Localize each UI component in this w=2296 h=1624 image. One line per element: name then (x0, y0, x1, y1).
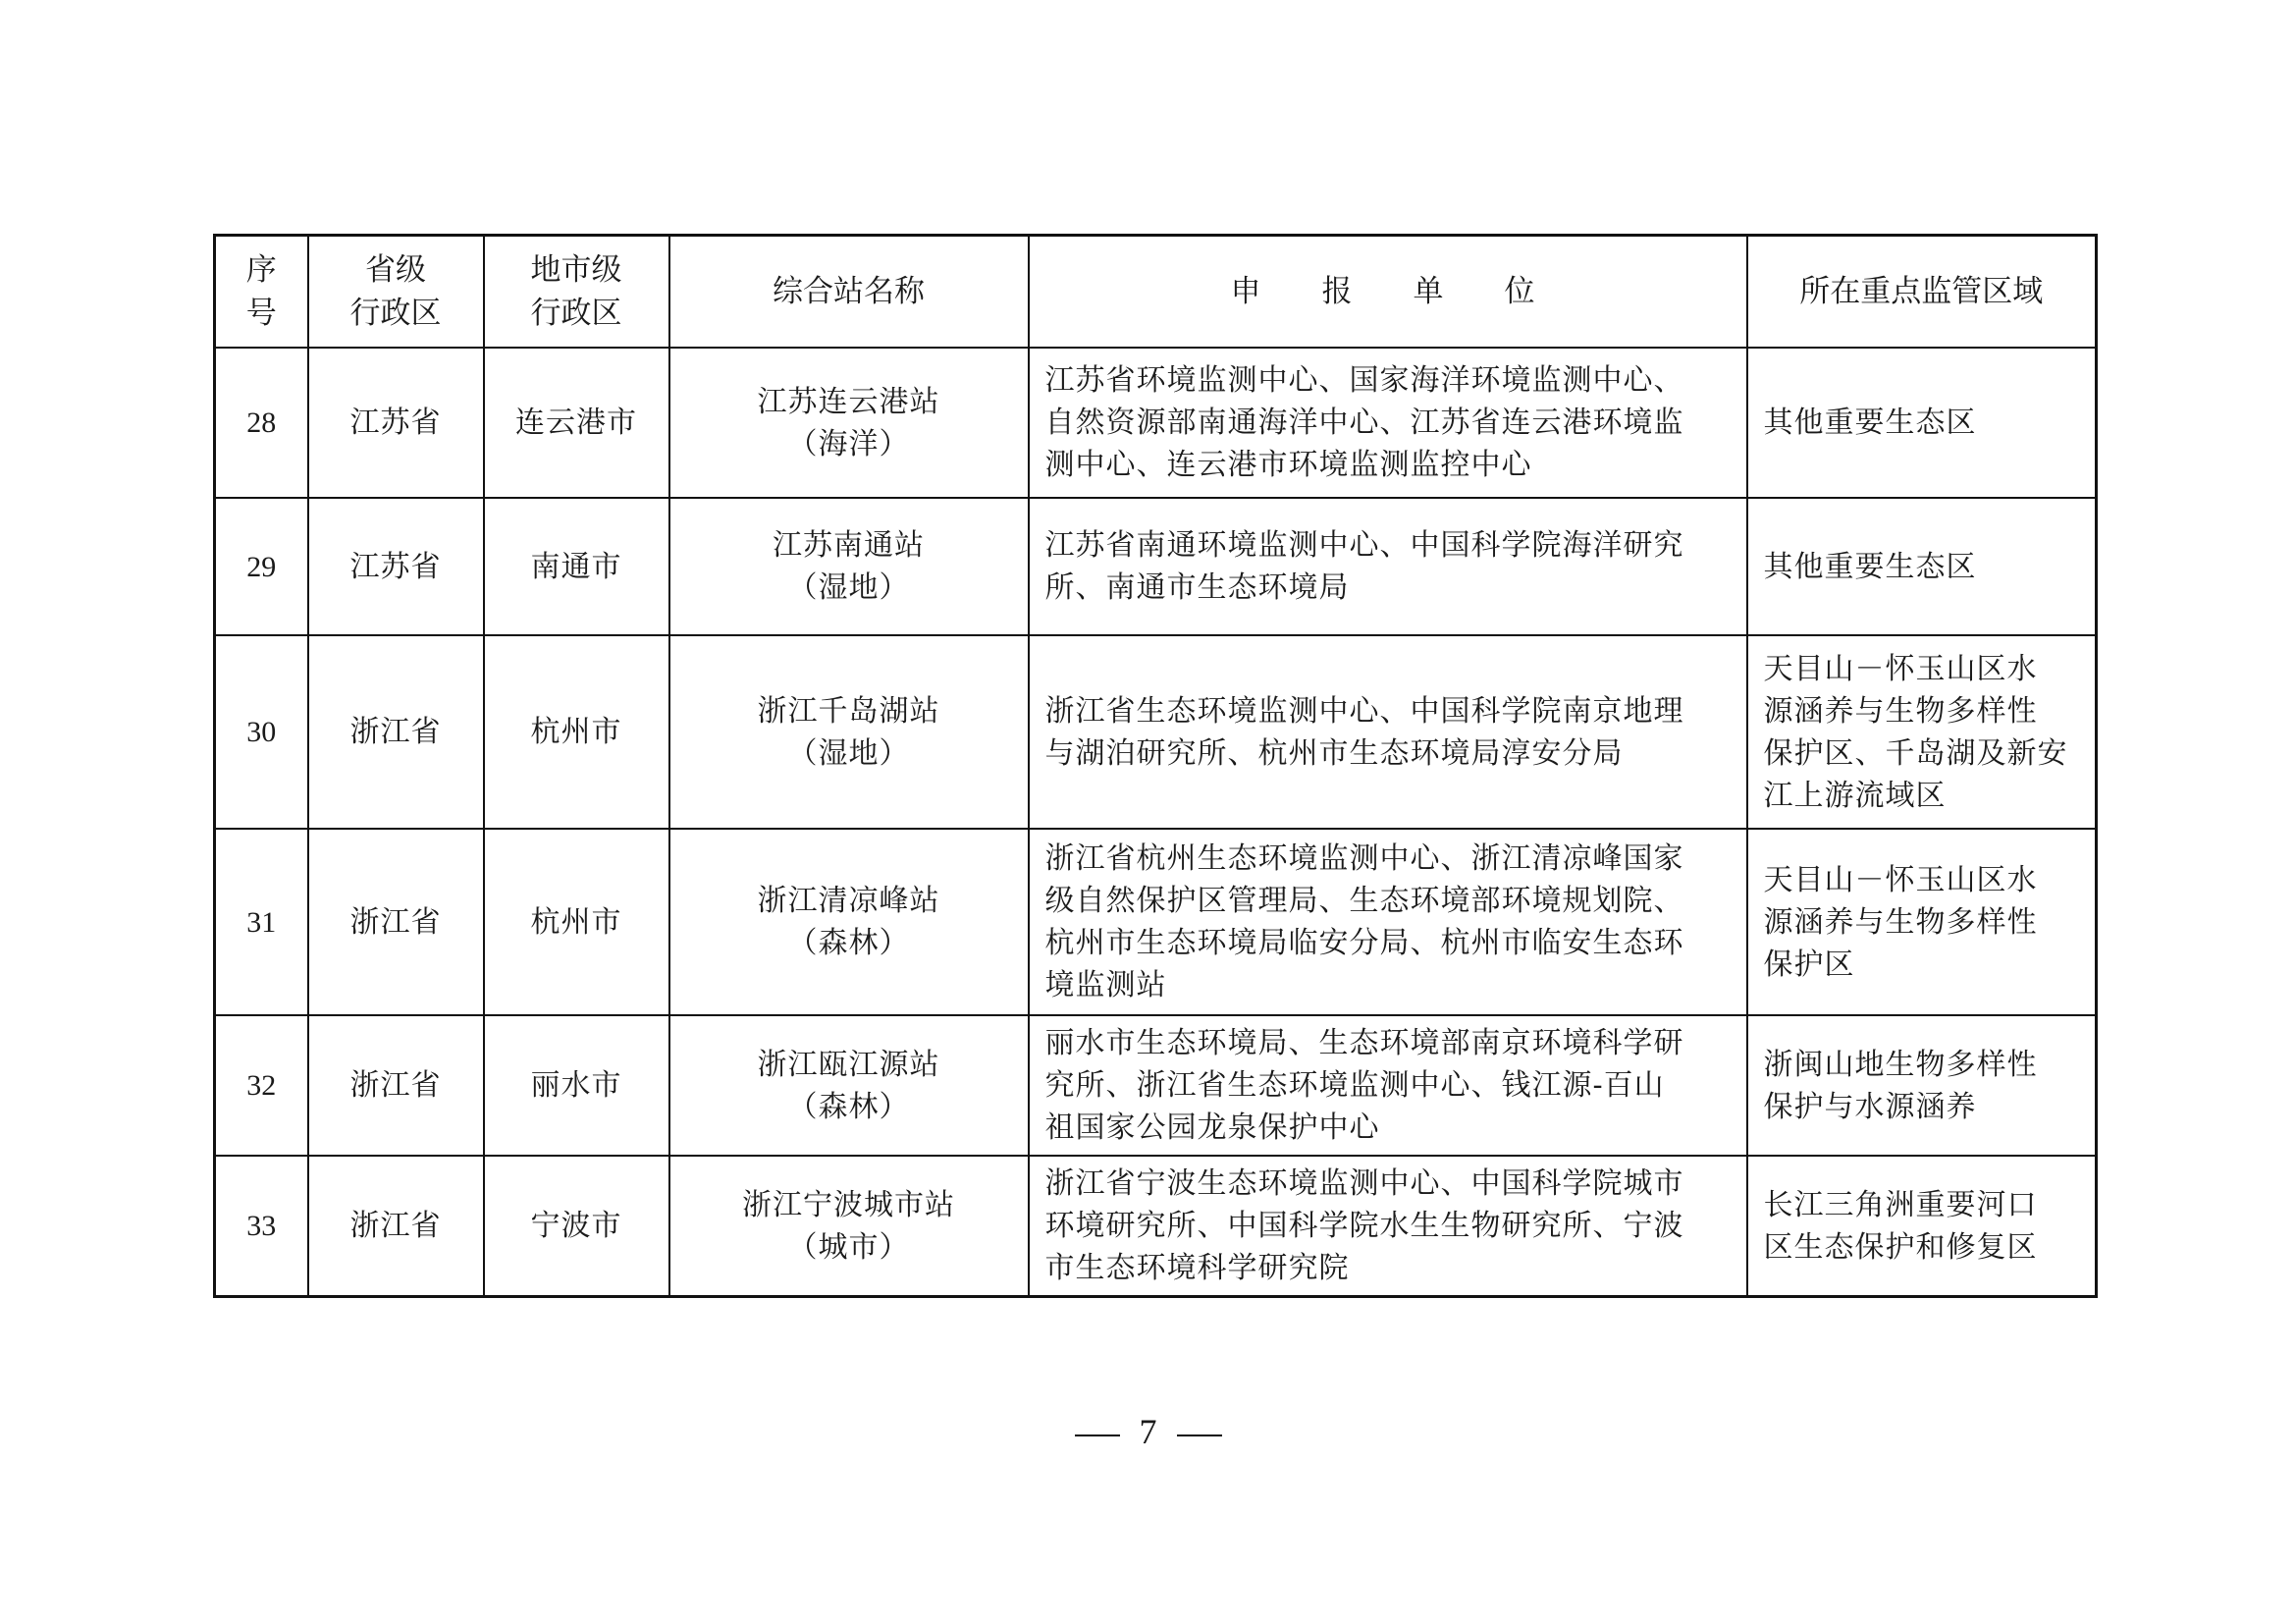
cell-city: 连云港市 (484, 348, 669, 498)
cell-applicant (1029, 829, 1747, 1015)
table-row (215, 829, 2097, 1015)
cell-applicant-line: 浙江省杭州生态环境监测中心、浙江清凉峰国家 (1044, 841, 1684, 876)
dash-right (1177, 1435, 1222, 1436)
cell-seq: 33 (215, 1156, 308, 1297)
header-seq (215, 236, 308, 349)
cell-applicant-line: 市生态环境科学研究院 (1044, 1251, 1350, 1285)
cell-station (669, 635, 1029, 829)
cell-station-line: 浙江宁波城市站 (742, 1187, 955, 1222)
cell-seq: 31 (215, 829, 308, 1015)
cell-region-line: 天目山－怀玉山区水 (1763, 862, 2038, 897)
cell-applicant-line: 江苏省南通环境监测中心、中国科学院海洋研究 (1044, 528, 1684, 563)
cell-city: 宁波市 (484, 1156, 669, 1297)
cell-region-line: 其他重要生态区 (1763, 549, 1977, 584)
cell-region-line: 长江三角洲重要河口 (1763, 1187, 2038, 1222)
cell-applicant (1029, 635, 1747, 829)
cell-applicant-line: 祖国家公园龙泉保护中心 (1044, 1110, 1380, 1145)
cell-station-line: （湿地） (787, 570, 910, 605)
cell-station-line: 浙江瓯江源站 (757, 1047, 940, 1082)
cell-region-line: 浙闽山地生物多样性 (1763, 1047, 2038, 1082)
cell-city: 杭州市 (484, 829, 669, 1015)
cell-region-line: 保护区、千岛湖及新安 (1763, 735, 2068, 771)
cell-applicant-line: 测中心、连云港市环境监测监控中心 (1044, 448, 1532, 482)
cell-province: 浙江省 (308, 1156, 484, 1297)
cell-region-line: 其他重要生态区 (1763, 406, 1977, 440)
cell-region-line: 区生态保护和修复区 (1763, 1229, 2038, 1265)
cell-city: 杭州市 (484, 635, 669, 829)
table-body (215, 348, 2097, 1297)
cell-province: 浙江省 (308, 1015, 484, 1156)
cell-applicant-line: 究所、浙江省生态环境监测中心、钱江源-百山 (1044, 1068, 1665, 1103)
cell-region-line: 保护区 (1763, 947, 1855, 982)
cell-province: 浙江省 (308, 829, 484, 1015)
header-city (484, 236, 669, 349)
cell-city: 南通市 (484, 498, 669, 635)
table-row (215, 1015, 2097, 1156)
header-region: 所在重点监管区域 (1747, 236, 2097, 349)
cell-station (669, 1156, 1029, 1297)
cell-station-line: 浙江清凉峰站 (757, 884, 940, 918)
cell-city: 丽水市 (484, 1015, 669, 1156)
cell-region-line: 源涵养与生物多样性 (1763, 693, 2038, 729)
cell-station (669, 498, 1029, 635)
cell-region (1747, 635, 2097, 829)
cell-region (1747, 348, 2097, 498)
cell-applicant-line: 所、南通市生态环境局 (1044, 570, 1350, 605)
cell-region-line: 天目山－怀玉山区水 (1763, 651, 2038, 686)
cell-applicant (1029, 1015, 1747, 1156)
cell-station-line: 浙江千岛湖站 (757, 693, 940, 729)
header-text: 行政区 (530, 296, 622, 331)
cell-applicant-line: 丽水市生态环境局、生态环境部南京环境科学研 (1044, 1026, 1684, 1060)
header-text: 行政区 (349, 296, 442, 331)
cell-station-line: 江苏连云港站 (757, 384, 940, 419)
cell-applicant-line: 与湖泊研究所、杭州市生态环境局淳安分局 (1044, 735, 1624, 771)
cell-region-line: 保护与水源涵养 (1763, 1089, 1977, 1124)
cell-seq: 30 (215, 635, 308, 829)
cell-region (1747, 829, 2097, 1015)
cell-seq: 29 (215, 498, 308, 635)
dash-left (1075, 1435, 1120, 1436)
table-row (215, 1156, 2097, 1297)
header-station: 综合站名称 (669, 236, 1029, 349)
cell-seq: 28 (215, 348, 308, 498)
cell-province: 江苏省 (308, 348, 484, 498)
header-text: 序 (245, 252, 277, 288)
table-row (215, 348, 2097, 498)
cell-applicant-line: 级自然保护区管理局、生态环境部环境规划院、 (1044, 884, 1684, 918)
table-row (215, 498, 2097, 635)
header-applicant: 申报单位 (1029, 236, 1747, 349)
cell-region-line: 江上游流域区 (1763, 778, 1947, 813)
cell-region (1747, 1156, 2097, 1297)
table-header-row (215, 236, 2097, 349)
header-text: 省级 (365, 252, 426, 288)
cell-station-line: （城市） (787, 1229, 910, 1265)
page-footer (0, 1410, 2296, 1453)
cell-applicant (1029, 348, 1747, 498)
cell-station-line: （森林） (787, 926, 910, 960)
page-number: 7 (1139, 1412, 1157, 1451)
cell-station (669, 1015, 1029, 1156)
cell-station-line: （森林） (787, 1089, 910, 1124)
cell-applicant-line: 境监测站 (1044, 968, 1167, 1002)
cell-applicant (1029, 498, 1747, 635)
cell-region-line: 源涵养与生物多样性 (1763, 904, 2038, 940)
cell-region (1747, 1015, 2097, 1156)
cell-station-line: （海洋） (787, 426, 910, 461)
cell-station-line: （湿地） (787, 735, 910, 771)
cell-province: 浙江省 (308, 635, 484, 829)
cell-province: 江苏省 (308, 498, 484, 635)
header-text: 地市级 (530, 252, 622, 288)
cell-station-line: 江苏南通站 (773, 528, 925, 563)
cell-station (669, 829, 1029, 1015)
table-row (215, 635, 2097, 829)
cell-station (669, 348, 1029, 498)
cell-seq: 32 (215, 1015, 308, 1156)
cell-applicant-line: 自然资源部南通海洋中心、江苏省连云港环境监 (1044, 406, 1684, 440)
cell-applicant (1029, 1156, 1747, 1297)
cell-region (1747, 498, 2097, 635)
cell-applicant-line: 环境研究所、中国科学院水生生物研究所、宁波 (1044, 1209, 1684, 1243)
cell-applicant-line: 江苏省环境监测中心、国家海洋环境监测中心、 (1044, 363, 1684, 398)
cell-applicant-line: 浙江省生态环境监测中心、中国科学院南京地理 (1044, 693, 1684, 729)
cell-applicant-line: 浙江省宁波生态环境监测中心、中国科学院城市 (1044, 1166, 1684, 1201)
header-province (308, 236, 484, 349)
stations-table (213, 234, 2098, 1298)
cell-applicant-line: 杭州市生态环境局临安分局、杭州市临安生态环 (1044, 926, 1684, 960)
header-text: 号 (245, 296, 277, 331)
